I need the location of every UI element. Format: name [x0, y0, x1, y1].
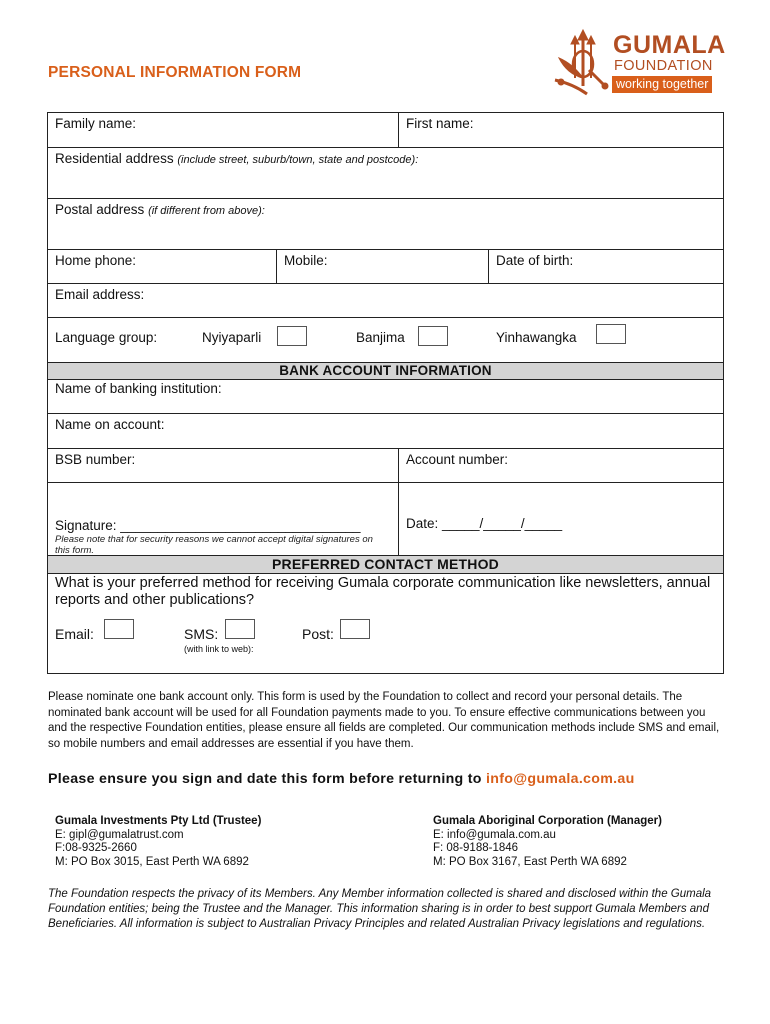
- trustee-mail: M: PO Box 3015, East Perth WA 6892: [55, 855, 249, 868]
- manager-name: Gumala Aboriginal Corporation (Manager): [433, 815, 662, 827]
- form-notice: Please nominate one bank account only. This form is used by the Foundation to collect and record your personal details. The nominated bank account will be used for all Foundation payments made to you. To ensure effective communications between you and the respective Foundation entities, please ensure all fields are completed. Our communication methods include SMS and email, so mobile numbers and email addresses are essential if you have them.: [48, 691, 720, 750]
- bank-section-heading: BANK ACCOUNT INFORMATION: [48, 363, 723, 380]
- return-email-link[interactable]: info@gumala.com.au: [486, 771, 635, 787]
- residential-label-text: Residential address: [55, 151, 174, 166]
- signature-date-row: [48, 483, 723, 556]
- contact-post-label: Post:: [302, 626, 334, 642]
- email-address-field[interactable]: [48, 284, 723, 318]
- language-option-yinhawangka: Yinhawangka: [496, 330, 577, 345]
- banking-institution-label: Name of banking institution:: [55, 381, 222, 396]
- trustee-email: E: gipl@gumalatrust.com: [55, 828, 184, 841]
- contact-question: What is your preferred method for receiving Gumala corporate communication like newsletters, annual reports and other publications?: [55, 575, 711, 608]
- postal-address-label: [55, 202, 265, 217]
- language-group-label: Language group:: [55, 330, 158, 345]
- trustee-fax: F:08-9325-2660: [55, 842, 137, 854]
- account-number-label: Account number:: [406, 452, 509, 467]
- family-name-label: Family name:: [55, 116, 137, 131]
- language-option-nyiyaparli: Nyiyaparli: [202, 330, 262, 345]
- contact-email-label: Email:: [55, 626, 94, 642]
- contact-section-heading: PREFERRED CONTACT METHOD: [48, 556, 723, 574]
- logo-emblem-icon: [553, 28, 613, 98]
- return-instruction-text: Please ensure you sign and date this form before returning to: [48, 771, 482, 787]
- signature-field[interactable]: [48, 483, 398, 555]
- return-instruction: [48, 771, 635, 787]
- residential-hint: (include street, suburb/town, state and postcode):: [177, 154, 419, 166]
- bsb-account-row: [48, 449, 723, 483]
- manager-contact: [433, 815, 662, 869]
- language-option-banjima: Banjima: [356, 330, 405, 345]
- yinhawangka-checkbox[interactable]: [596, 324, 626, 344]
- dob-field[interactable]: [488, 250, 723, 283]
- logo-name: GUMALA: [613, 31, 726, 59]
- email-address-label: Email address:: [55, 287, 145, 302]
- phone-row: [48, 250, 723, 284]
- postal-label-text: Postal address: [55, 202, 145, 217]
- first-name-label: First name:: [406, 116, 474, 131]
- residential-address-label: [55, 151, 418, 166]
- signature-label: Signature: ________________________________: [55, 518, 361, 533]
- date-field[interactable]: [398, 483, 723, 555]
- manager-fax: F: 08-9188-1846: [433, 842, 519, 854]
- name-row: [48, 113, 723, 148]
- account-name-label: Name on account:: [55, 417, 165, 432]
- sms-note: (with link to web):: [184, 644, 254, 654]
- manager-email: E: info@gumala.com.au: [433, 828, 556, 841]
- gumala-logo: [553, 28, 733, 98]
- manager-mail: M: PO Box 3167, East Perth WA 6892: [433, 855, 627, 868]
- family-name-field[interactable]: [48, 113, 398, 147]
- form-title: PERSONAL INFORMATION FORM: [48, 64, 302, 81]
- postal-address-field[interactable]: [48, 199, 723, 250]
- bsb-label: BSB number:: [55, 452, 136, 467]
- mobile-field[interactable]: [276, 250, 488, 283]
- contact-method-row: [48, 574, 723, 673]
- privacy-statement: The Foundation respects the privacy of its Members. Any Member information collected is shared and disclosed within the Gumala Foundation entities; being the Trustee and the Manager. This information sharing is in order to best support Gumala Members and Beneficiaries. All information is subject to Australian Privacy Principles and related Australian Privacy legislations and regulations.: [48, 888, 712, 930]
- postal-hint: (if different from above):: [148, 205, 265, 217]
- trustee-name: Gumala Investments Pty Ltd (Trustee): [55, 815, 262, 827]
- contact-sms-checkbox[interactable]: [225, 619, 255, 639]
- nyiyaparli-checkbox[interactable]: [277, 326, 307, 346]
- account-number-field[interactable]: [398, 449, 723, 482]
- trustee-contact: [55, 815, 261, 869]
- language-group-row: [48, 318, 723, 363]
- account-name-field[interactable]: [48, 414, 723, 449]
- bsb-field[interactable]: [48, 449, 398, 482]
- banking-institution-field[interactable]: [48, 380, 723, 414]
- logo-tagline: working together: [612, 76, 712, 93]
- contact-post-checkbox[interactable]: [340, 619, 370, 639]
- first-name-field[interactable]: [398, 113, 723, 147]
- date-label: Date: _____/_____/_____: [406, 516, 563, 531]
- home-phone-field[interactable]: [48, 250, 276, 283]
- logo-subname: FOUNDATION: [614, 58, 713, 74]
- residential-address-field[interactable]: [48, 148, 723, 199]
- signature-note: Please note that for security reasons we cannot accept digital signatures on this form.: [55, 534, 373, 556]
- contact-sms-label: SMS:: [184, 626, 219, 642]
- personal-info-form: [47, 112, 724, 674]
- banjima-checkbox[interactable]: [418, 326, 448, 346]
- dob-label: Date of birth:: [496, 253, 574, 268]
- mobile-label: Mobile:: [284, 253, 328, 268]
- home-phone-label: Home phone:: [55, 253, 137, 268]
- contact-email-checkbox[interactable]: [104, 619, 134, 639]
